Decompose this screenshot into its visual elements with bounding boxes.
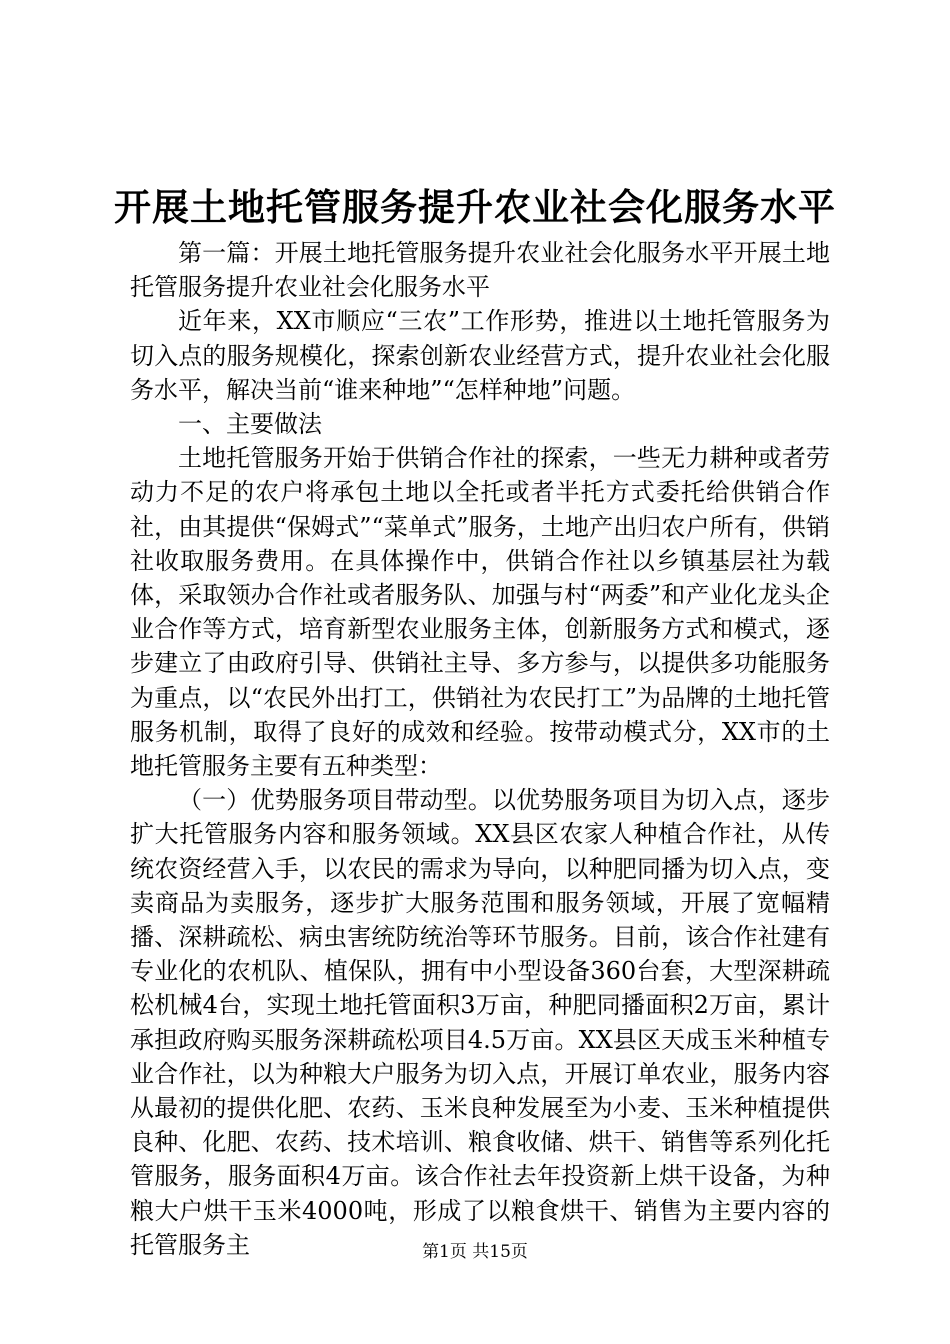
paragraph-type-one: （一）优势服务项目带动型。以优势服务项目为切入点，逐步扩大托管服务内容和服务领域。XX县区农家人种植合作社，从传统农资经营入手，以农民的需求为导向，以种肥同播为切入点，变卖商品为卖服务，逐步扩大服务范围和服务领域，开展了宽幅精播、深耕疏松、病虫害统防统治等环节服务。目前，该合作社建有专业化的农机队、植保队，拥有中小型设备360台套，大型深耕疏松机械4台，实现土地托管面积3万亩，种肥同播面积2万亩，累计承担政府购买服务深耕疏松项目4.5万亩。XX县区天成玉米种植专业合作社，以为种粮大户服务为切入点，开展订单农业，服务内容从最初的提供化肥、农药、玉米良种发展至为小麦、玉米种植提供良种、化肥、农药、技术培训、粮食收储、烘干、销售等系列化托管服务，服务面积4万亩。该合作社去年投资新上烘干设备，为种粮大户烘干玉米4000吨，形成了以粮食烘干、销售为主要内容的托管服务主 [130,786,830,1259]
paragraph-land-trust-overview: 土地托管服务开始于供销合作社的探索，一些无力耕种或者劳动力不足的农户将承包土地以全托或者半托方式委托给供销合作社，由其提供“保姆式”“菜单式”服务，土地产出归农户所有，供销社收取服务费用。在具体操作中，供销合作社以乡镇基层社为载体，采取领办合作社或者服务队、加强与村“两委”和产业化龙头企业合作等方式，培育新型农业服务主体，创新服务方式和模式，逐步建立了由政府引导、供销社主导、多方参与，以提供多功能服务为重点，以“农民外出打工，供销社为农民打工”为品牌的土地托管服务机制，取得了良好的成效和经验。按带动模式分，XX市的土地托管服务主要有五种类型： [130,444,830,781]
document-body [130,236,830,1262]
document-title: 开展土地托管服务提升农业社会化服务水平 [114,185,836,229]
paragraph-section-heading: 第一篇：开展土地托管服务提升农业社会化服务水平开展土地托管服务提升农业社会化服务水平 [130,239,830,302]
page-footer: 第1页 共15页 [422,1242,528,1262]
paragraph-intro: 近年来，XX市顺应“三农”工作形势，推进以土地托管服务为切入点的服务规模化，探索创新农业经营方式，提升农业社会化服务水平，解决当前“谁来种地”“怎样种地”问题。 [130,307,830,404]
paragraph-subheading-main-practices: 一、主要做法 [178,410,322,439]
